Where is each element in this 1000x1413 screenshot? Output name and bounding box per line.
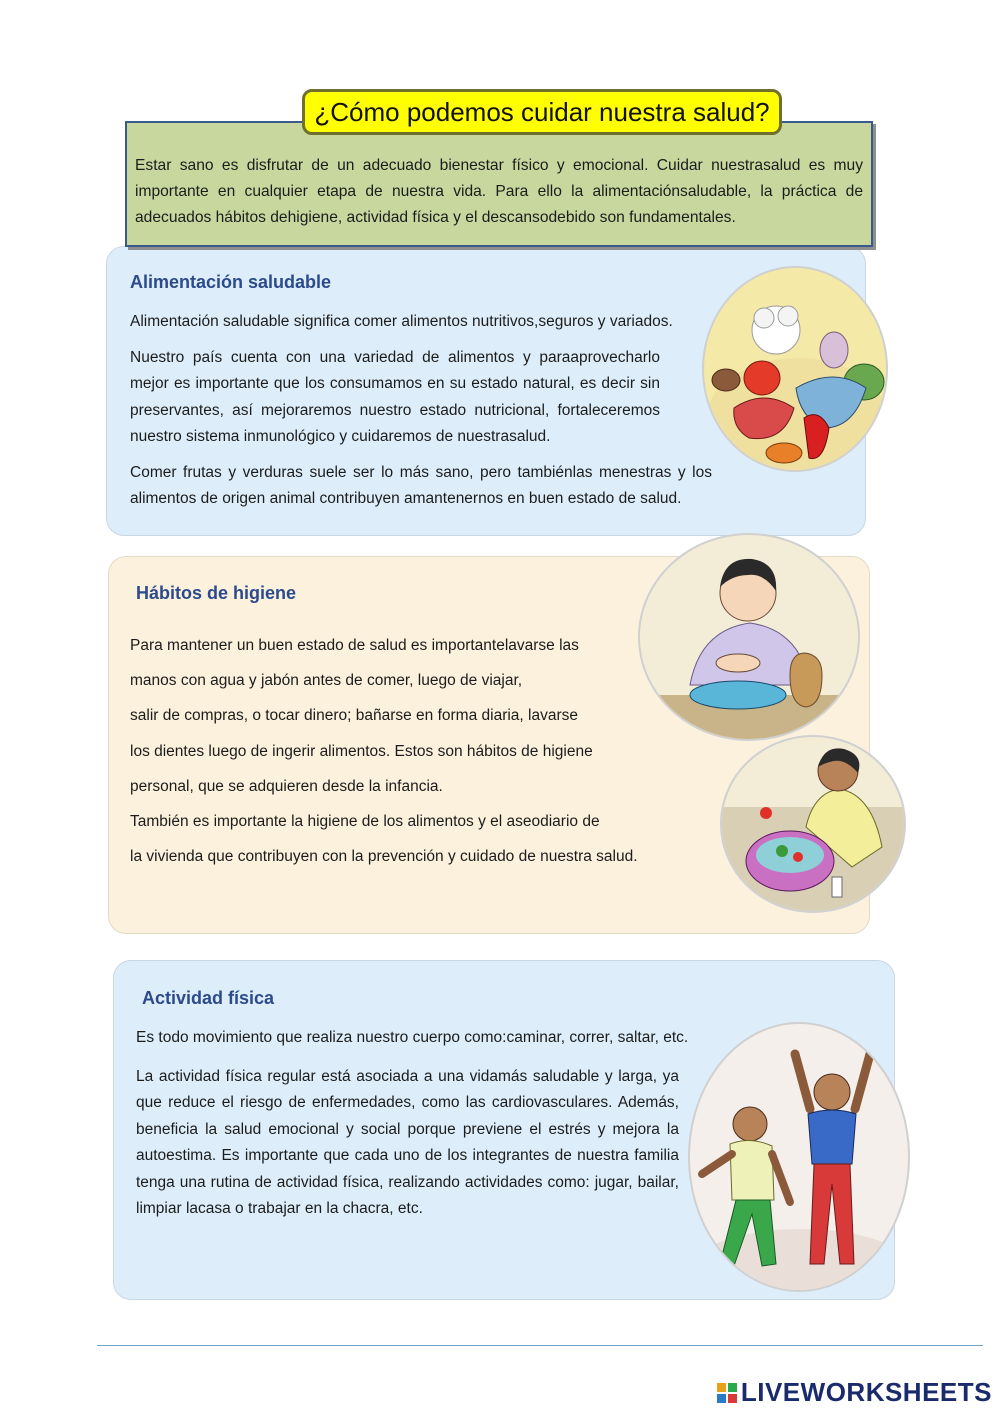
page-title: ¿Cómo podemos cuidar nuestra salud? (302, 89, 782, 135)
higiene-line-1: Para mantener un buen estado de salud es importantelavarse las (130, 637, 579, 654)
actividad-text (136, 1025, 730, 1223)
intro-text: Estar sano es disfrutar de un adecuado bienestar físico y emocional. Cuidar nuestrasalud es muy importante en cualquier etapa de nuestra vida. Para ello la alimentaciónsaludable, la práctica de adecuados hábitos dehigiene, actividad física y el descansodebido son fundamentales. (135, 157, 863, 226)
handwashing-child-image (638, 533, 860, 741)
logo-letter-l (717, 1383, 726, 1392)
section-title-actividad: Actividad física (142, 988, 275, 1008)
handwashing-icon (640, 535, 860, 741)
logo-icon (717, 1383, 737, 1403)
logo-letter-i (728, 1383, 737, 1392)
alimentacion-p2: Nuestro país cuenta con una variedad de alimentos y paraaprovecharlo mejor es importante que los consumamos en su estado natural, es decir sin preservantes, así mejoraremos nuestro estado nutricional, fortaleceremos nuestro sistema inmunológico y cuidaremos de nuestrasalud. (130, 348, 660, 445)
logo-letter-v (717, 1394, 726, 1403)
higiene-line-6: También es importante la higiene de los alimentos y el aseodiario de (130, 813, 600, 831)
alimentacion-p1: Alimentación saludable significa comer alimentos nutritivos,seguros y variados. (130, 313, 673, 330)
children-exercising-image (688, 1022, 910, 1292)
higiene-line-2: manos con agua y jabón antes de comer, luego de viajar, (130, 672, 523, 690)
washing-vegetables-icon (722, 737, 906, 913)
exercise-icon (690, 1024, 910, 1292)
alimentacion-text (130, 309, 715, 513)
section-title-higiene: Hábitos de higiene (136, 583, 297, 603)
alimentacion-p3: Comer frutas y verduras suele ser lo más sano, pero tambiénlas menestras y los alimentos de origen animal contribuyen amantenernos en buen estado de salud. (130, 463, 712, 507)
logo-letter-e (728, 1394, 737, 1403)
washing-vegetables-image (720, 735, 906, 913)
section-title-alimentacion: Alimentación saludable (130, 272, 332, 292)
intro-box (125, 121, 873, 247)
food-illustration (702, 266, 888, 472)
logo-text: LIVEWORKSHEETS (740, 1377, 992, 1407)
higiene-line-4: los dientes luego de ingerir alimentos. Estos son hábitos de higiene (130, 742, 593, 760)
actividad-p2: La actividad física regular está asociada a una vidamás saludable y larga, ya que reduce el riesgo de enfermedades, como las cardiovasculares. Además, beneficia la salud emocional y social porque previene el estrés y mejora la autoestima. Es importante que cada uno de los integrantes de nuestra familia tenga una rutina de actividad física, realizando actividades como: jugar, bailar, limpiar lacasa o trabajar en la chacra, etc. (136, 1067, 679, 1217)
higiene-line-5: personal, que se adquieren desde la infancia. (130, 777, 443, 795)
liveworksheets-logo[interactable] (717, 1377, 992, 1408)
higiene-text (130, 628, 682, 874)
higiene-line-3: salir de compras, o tocar dinero; bañarse en forma diaria, lavarse (130, 707, 578, 725)
footer-divider (97, 1345, 983, 1346)
food-icon (704, 268, 888, 472)
higiene-line-7: la vivienda que contribuyen con la prevención y cuidado de nuestra salud. (130, 848, 638, 866)
actividad-p1: Es todo movimiento que realiza nuestro cuerpo como:caminar, correr, saltar, etc. (136, 1029, 689, 1046)
